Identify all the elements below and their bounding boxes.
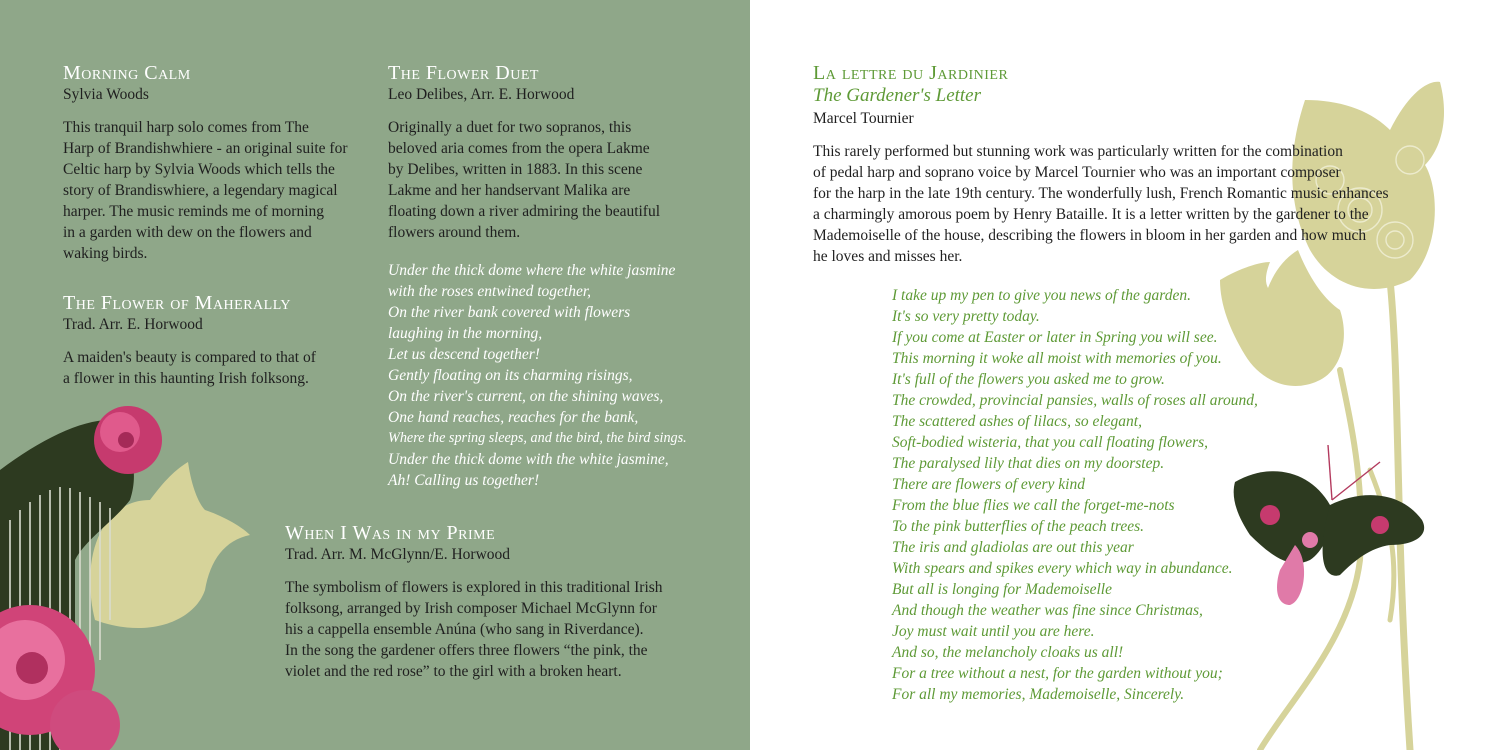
description-paragraph — [63, 347, 363, 389]
poem-line: The crowded, provincial pansies, walls of roses all around, — [892, 392, 1258, 409]
paragraph-line: Originally a duet for two sopranos, this — [388, 119, 632, 136]
paragraph-line: Celtic harp by Sylvia Woods which tells the — [63, 161, 335, 178]
paragraph-line: Lakme and her handservant Malika are — [388, 182, 631, 199]
paragraph-line: beloved aria comes from the opera Lakme — [388, 140, 650, 157]
section-flower-duet — [388, 62, 728, 491]
lyric-line: laughing in the morning, — [388, 325, 543, 342]
section-title: When I Was in my Prime — [285, 522, 496, 544]
poem-line: Joy must wait until you are here. — [892, 623, 1095, 640]
description-paragraph — [63, 117, 363, 264]
paragraph-line: a flower in this haunting Irish folksong. — [63, 370, 309, 387]
paragraph-line: story of Brandiswhiere, a legendary magical — [63, 182, 338, 199]
poem-line: It's so very pretty today. — [892, 308, 1040, 325]
lyric-line: Let us descend together! — [388, 346, 540, 363]
section-title: The Flower Duet — [388, 62, 539, 84]
paragraph-line: for the harp in the late 19th century. The wonderfully lush, French Romantic music enhances — [813, 185, 1389, 202]
paragraph-line: his a cappella ensemble Anúna (who sang in Riverdance). — [285, 621, 644, 638]
paragraph-line: A maiden's beauty is compared to that of — [63, 349, 316, 366]
lyric-line: with the roses entwined together, — [388, 283, 592, 300]
paragraph-line: in a garden with dew on the flowers and — [63, 224, 312, 241]
poem-line: But all is longing for Mademoiselle — [892, 581, 1112, 598]
lyric-line: Gently floating on its charming risings, — [388, 367, 633, 384]
section-title: The Flower of Maherally — [63, 292, 291, 314]
paragraph-line: Harp of Brandishwhiere - an original suite for — [63, 140, 348, 157]
composer-credit: Trad. Arr. M. McGlynn/E. Horwood — [285, 546, 511, 563]
lyrics-block — [388, 260, 728, 491]
poem-line: And so, the melancholy cloaks us all! — [892, 644, 1124, 661]
description-paragraph — [388, 117, 728, 243]
poem-line: Soft-bodied wisteria, that you call floating flowers, — [892, 434, 1209, 451]
poem-line: The scattered ashes of lilacs, so elegant, — [892, 413, 1142, 430]
section-morning-calm — [63, 62, 363, 264]
lyric-line: On the river's current, on the shining waves, — [388, 388, 664, 405]
lyric-line: Ah! Calling us together! — [388, 472, 540, 489]
poem-line: From the blue flies we call the forget-me-nots — [892, 497, 1175, 514]
lyric-line: Under the thick dome where the white jasmine — [388, 262, 676, 279]
description-paragraph — [285, 577, 725, 682]
poem-line: The iris and gladiolas are out this year — [892, 539, 1134, 556]
paragraph-line: he loves and misses her. — [813, 248, 963, 265]
poem-line: If you come at Easter or later in Spring you will see. — [892, 329, 1218, 346]
lyric-line: On the river bank covered with flowers — [388, 304, 631, 321]
paragraph-line: of pedal harp and soprano voice by Marcel Tournier who was an important composer — [813, 164, 1341, 181]
paragraph-line: a charmingly amorous poem by Henry Bataille. It is a letter written by the gardener to the — [813, 206, 1369, 223]
paragraph-line: This tranquil harp solo comes from The — [63, 119, 309, 136]
poem-block — [892, 285, 1312, 705]
paragraph-line: The symbolism of flowers is explored in this traditional Irish — [285, 579, 663, 596]
section-subtitle: The Gardener's Letter — [813, 85, 982, 106]
paragraph-line: Mademoiselle of the house, describing the flowers in bloom in her garden and how much — [813, 227, 1367, 244]
poem-line: This morning it woke all moist with memories of you. — [892, 350, 1222, 367]
paragraph-line: flowers around them. — [388, 224, 521, 241]
composer-credit: Sylvia Woods — [63, 86, 149, 103]
poem-line: To the pink butterflies of the peach trees. — [892, 518, 1144, 535]
section-title: La lettre du Jardinier — [813, 62, 1009, 84]
paragraph-line: In the song the gardener offers three flowers “the pink, the — [285, 642, 648, 659]
section-la-lettre-du-jardinier — [813, 62, 1453, 267]
paragraph-line: by Delibes, written in 1883. In this scene — [388, 161, 643, 178]
paragraph-line: harper. The music reminds me of morning — [63, 203, 325, 220]
section-title: Morning Calm — [63, 62, 191, 84]
composer-credit: Leo Delibes, Arr. E. Horwood — [388, 86, 575, 103]
paragraph-line: floating down a river admiring the beautiful — [388, 203, 661, 220]
lyric-line: Under the thick dome with the white jasmine, — [388, 451, 669, 468]
paragraph-line: folksong, arranged by Irish composer Michael McGlynn for — [285, 600, 657, 617]
composer-credit: Marcel Tournier — [813, 110, 914, 127]
poem-line: With spears and spikes every which way in abundance. — [892, 560, 1233, 577]
composer-credit: Trad. Arr. E. Horwood — [63, 316, 203, 333]
poem-line: I take up my pen to give you news of the garden. — [892, 287, 1192, 304]
poem-line: There are flowers of every kind — [892, 476, 1085, 493]
paragraph-line: This rarely performed but stunning work was particularly written for the combination — [813, 143, 1343, 160]
poem-line: For a tree without a nest, for the garden without you; — [892, 665, 1223, 682]
lyric-line: One hand reaches, reaches for the bank, — [388, 409, 639, 426]
lyric-line: Where the spring sleeps, and the bird, the bird sings. — [388, 430, 687, 446]
paragraph-line: violet and the red rose” to the girl with a broken heart. — [285, 663, 622, 680]
poem-line: It's full of the flowers you asked me to grow. — [892, 371, 1165, 388]
paragraph-line: waking birds. — [63, 245, 148, 262]
section-flower-of-maherally — [63, 292, 363, 389]
right-page — [750, 0, 1500, 750]
poem-line: The paralysed lily that dies on my doorstep. — [892, 455, 1165, 472]
poem-line: And though the weather was fine since Christmas, — [892, 602, 1203, 619]
poem-line: For all my memories, Mademoiselle, Sincerely. — [892, 686, 1185, 703]
description-paragraph — [813, 141, 1453, 267]
section-when-i-was-in-my-prime — [285, 522, 725, 682]
